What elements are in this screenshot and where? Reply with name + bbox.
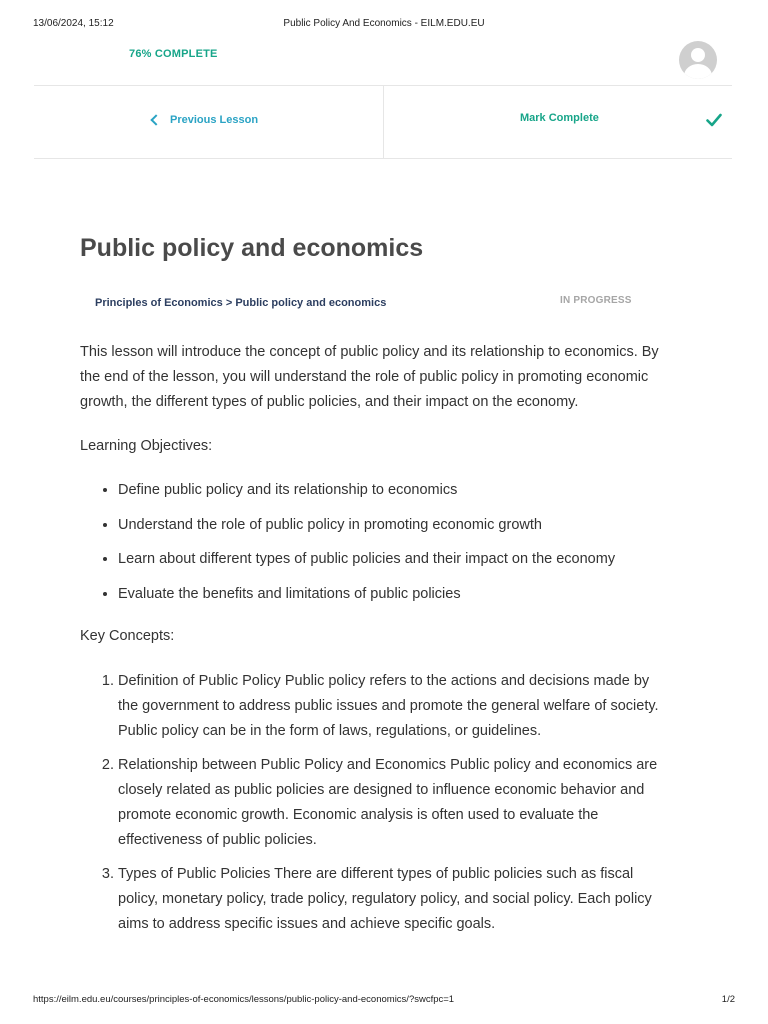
print-datetime: 13/06/2024, 15:12 [33, 18, 114, 29]
lesson-intro: This lesson will introduce the concept of public policy and its relationship to economics. By the end of the lesson, you will understand the role of public policy in promoting economic growth, the different types of public policies, and their impact on the economy. [80, 344, 659, 410]
list-item: 2. Relationship between Public Policy and Economics Public policy and economics are closely related as public policies are designed to influence economic behavior and promote economic growth. Economic analysis is often used to evaluate the effectiveness of public policies. [118, 753, 670, 853]
checkmark-icon[interactable] [706, 113, 722, 127]
avatar-shoulders [684, 64, 712, 79]
mark-complete-button[interactable]: Mark Complete [520, 112, 599, 124]
lesson-status-badge: IN PROGRESS [560, 295, 632, 306]
previous-lesson-label: Previous Lesson [170, 114, 259, 126]
lesson-content [80, 340, 670, 946]
list-item: • Define public policy and its relationship to economics [118, 478, 670, 503]
objectives-heading: Learning Objectives: [80, 438, 213, 454]
lesson-title: Public policy and economics [80, 234, 424, 262]
objectives-list [80, 478, 670, 607]
course-progress-label: 76% COMPLETE [129, 48, 218, 60]
nav-divider [383, 86, 384, 158]
list-item: • Learn about different types of public policies and their impact on the economy [118, 547, 670, 572]
list-item: 3. Types of Public Policies There are different types of public policies such as fiscal policy, monetary policy, trade policy, regulatory policy, and social policy. Each policy aims to address specific issues and achieve specific goals. [118, 862, 670, 937]
list-item: 1. Definition of Public Policy Public policy refers to the actions and decisions made by the government to address public issues and promote the general welfare of society. Public policy can be in the form of laws, regulations, or guidelines. [118, 669, 670, 744]
breadcrumb-lesson-link[interactable]: Public policy and economics [235, 297, 387, 309]
breadcrumb-course-link[interactable]: Principles of Economics [95, 297, 223, 309]
breadcrumb-separator: > [225, 297, 233, 309]
concepts-list [80, 669, 670, 937]
concepts-heading: Key Concepts: [80, 627, 175, 644]
previous-lesson-button[interactable] [152, 111, 258, 129]
user-avatar-icon[interactable] [679, 41, 717, 79]
chevron-left-icon [150, 114, 161, 125]
list-item: • Understand the role of public policy in promoting economic growth [118, 513, 670, 538]
avatar-head [691, 48, 705, 62]
breadcrumb [95, 297, 386, 309]
print-page-title: Public Policy And Economics - EILM.EDU.EU [283, 18, 485, 29]
print-url: https://eilm.edu.eu/courses/principles-of-economics/lessons/public-policy-and-economics/?swcfpc=1 [33, 994, 455, 1005]
lesson-nav-bar [34, 85, 732, 159]
list-item: • Evaluate the benefits and limitations of public policies [118, 582, 670, 607]
print-page-number: 1/2 [721, 994, 735, 1005]
